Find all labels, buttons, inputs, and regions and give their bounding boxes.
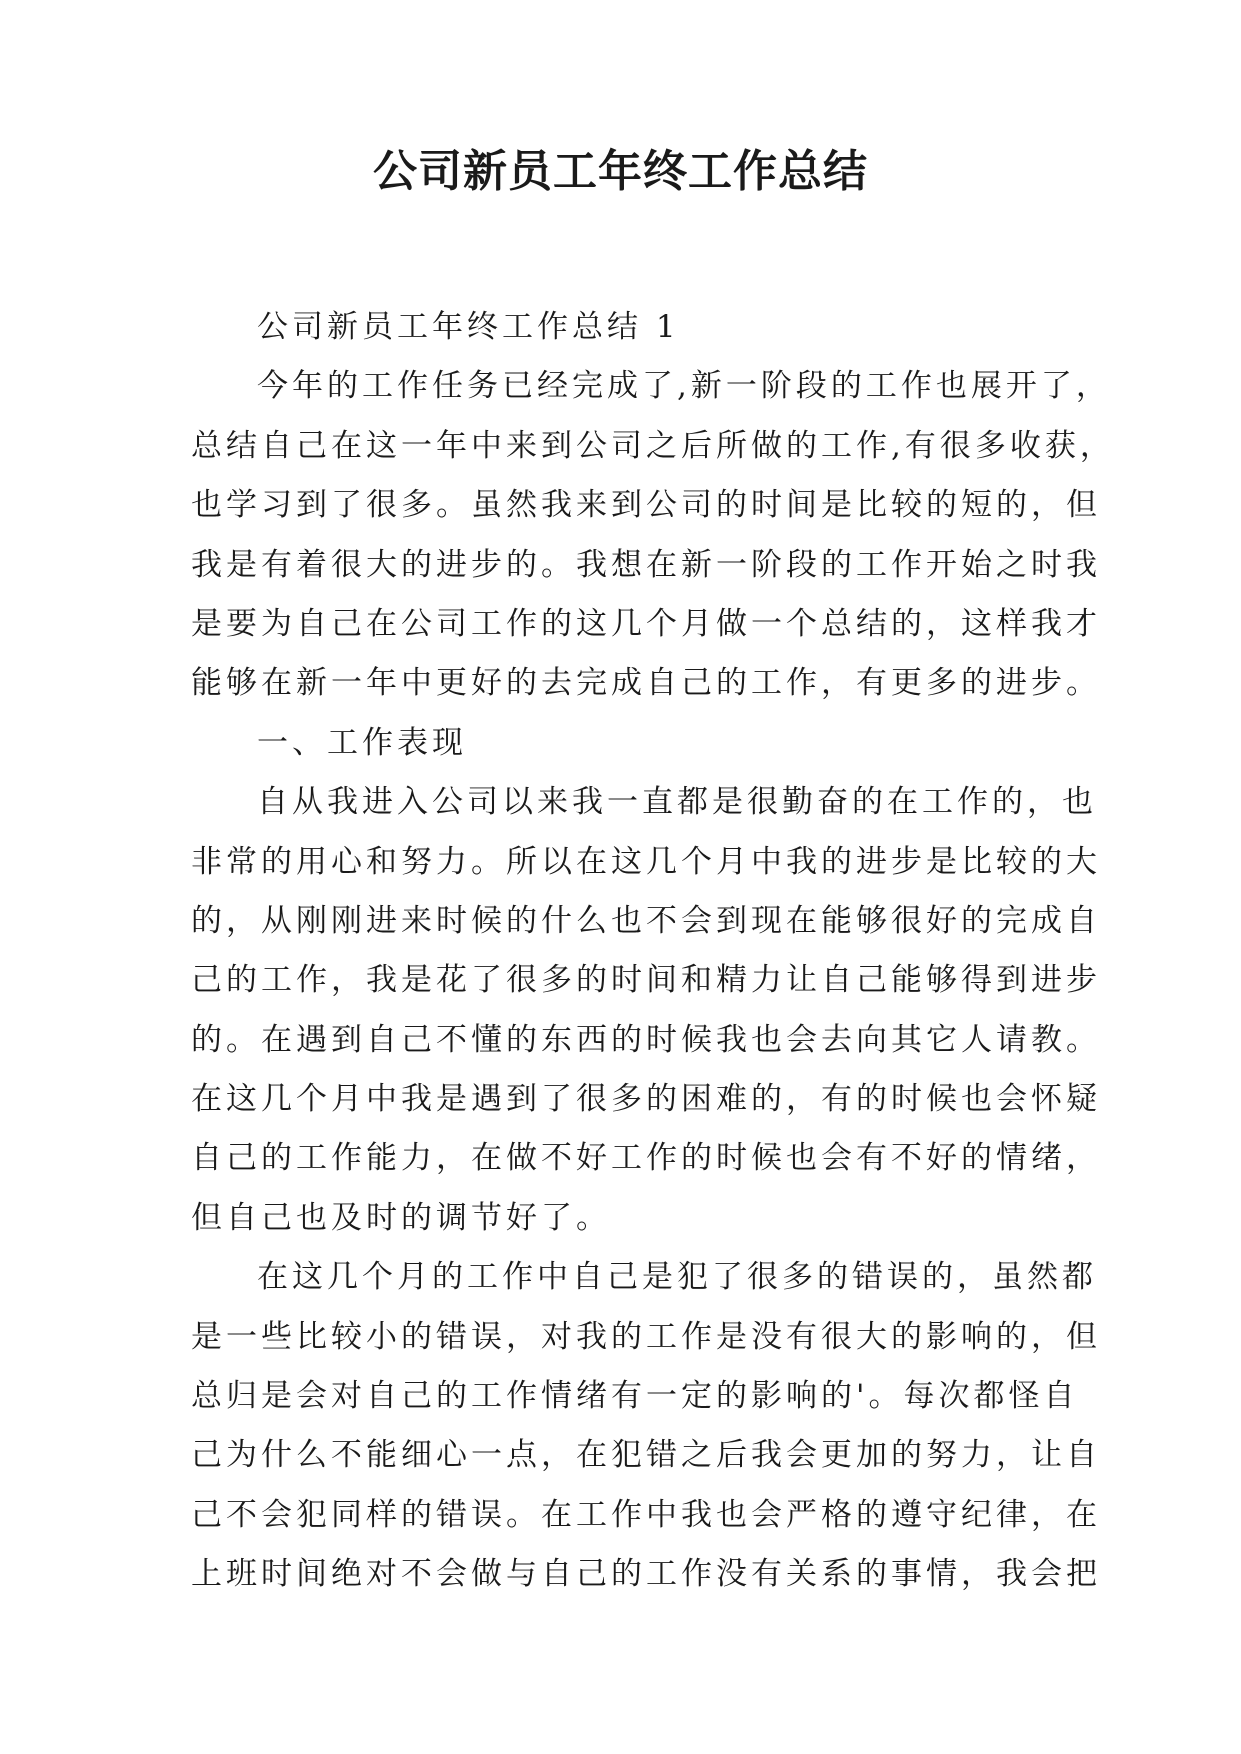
text-line: 己的工作，我是花了很多的时间和精力让自己能够得到进步 bbox=[191, 962, 1101, 999]
text-line: 是要为自己在公司工作的这几个月做一个总结的，这样我才 bbox=[191, 605, 1101, 642]
document-body bbox=[191, 298, 1115, 1605]
text-line: 但自己也及时的调节好了。 bbox=[191, 1199, 611, 1236]
text-line: 总结自己在这一年中来到公司之后所做的工作,有很多收获， bbox=[191, 427, 1115, 464]
text-line: 今年的工作任务已经完成了,新一阶段的工作也展开了， bbox=[257, 368, 1111, 405]
text-line: 总归是会对自己的工作情绪有一定的影响的'。每次都怪自 bbox=[191, 1378, 1079, 1415]
text-line: 在这几个月的工作中自己是犯了很多的错误的，虽然都 bbox=[257, 1259, 1097, 1296]
text-line: 自己的工作能力，在做不好工作的时候也会有不好的情绪， bbox=[191, 1140, 1101, 1177]
text-line: 己不会犯同样的错误。在工作中我也会严格的遵守纪律，在 bbox=[191, 1496, 1101, 1533]
text-line: 也学习到了很多。虽然我来到公司的时间是比较的短的，但 bbox=[191, 487, 1101, 524]
text-line: 能够在新一年中更好的去完成自己的工作，有更多的进步。 bbox=[191, 665, 1101, 702]
text-line: 非常的用心和努力。所以在这几个月中我的进步是比较的大 bbox=[191, 843, 1101, 880]
text-line: 的，从刚刚进来时候的什么也不会到现在能够很好的完成自 bbox=[191, 902, 1101, 939]
text-line: 自从我进入公司以来我一直都是很勤奋的在工作的，也 bbox=[257, 784, 1097, 821]
text-line: 我是有着很大的进步的。我想在新一阶段的工作开始之时我 bbox=[191, 546, 1101, 583]
text-line: 一、工作表现 bbox=[257, 724, 467, 761]
text-line: 上班时间绝对不会做与自己的工作没有关系的事情，我会把 bbox=[191, 1556, 1101, 1593]
document-title: 公司新员工年终工作总结 bbox=[373, 146, 868, 197]
text-line: 在这几个月中我是遇到了很多的困难的，有的时候也会怀疑 bbox=[191, 1081, 1101, 1118]
text-line: 的。在遇到自己不懂的东西的时候我也会去向其它人请教。 bbox=[191, 1021, 1101, 1058]
text-line: 己为什么不能细心一点，在犯错之后我会更加的努力，让自 bbox=[191, 1437, 1101, 1474]
text-line: 公司新员工年终工作总结 1 bbox=[257, 309, 680, 345]
text-line: 是一些比较小的错误，对我的工作是没有很大的影响的，但 bbox=[191, 1318, 1101, 1355]
